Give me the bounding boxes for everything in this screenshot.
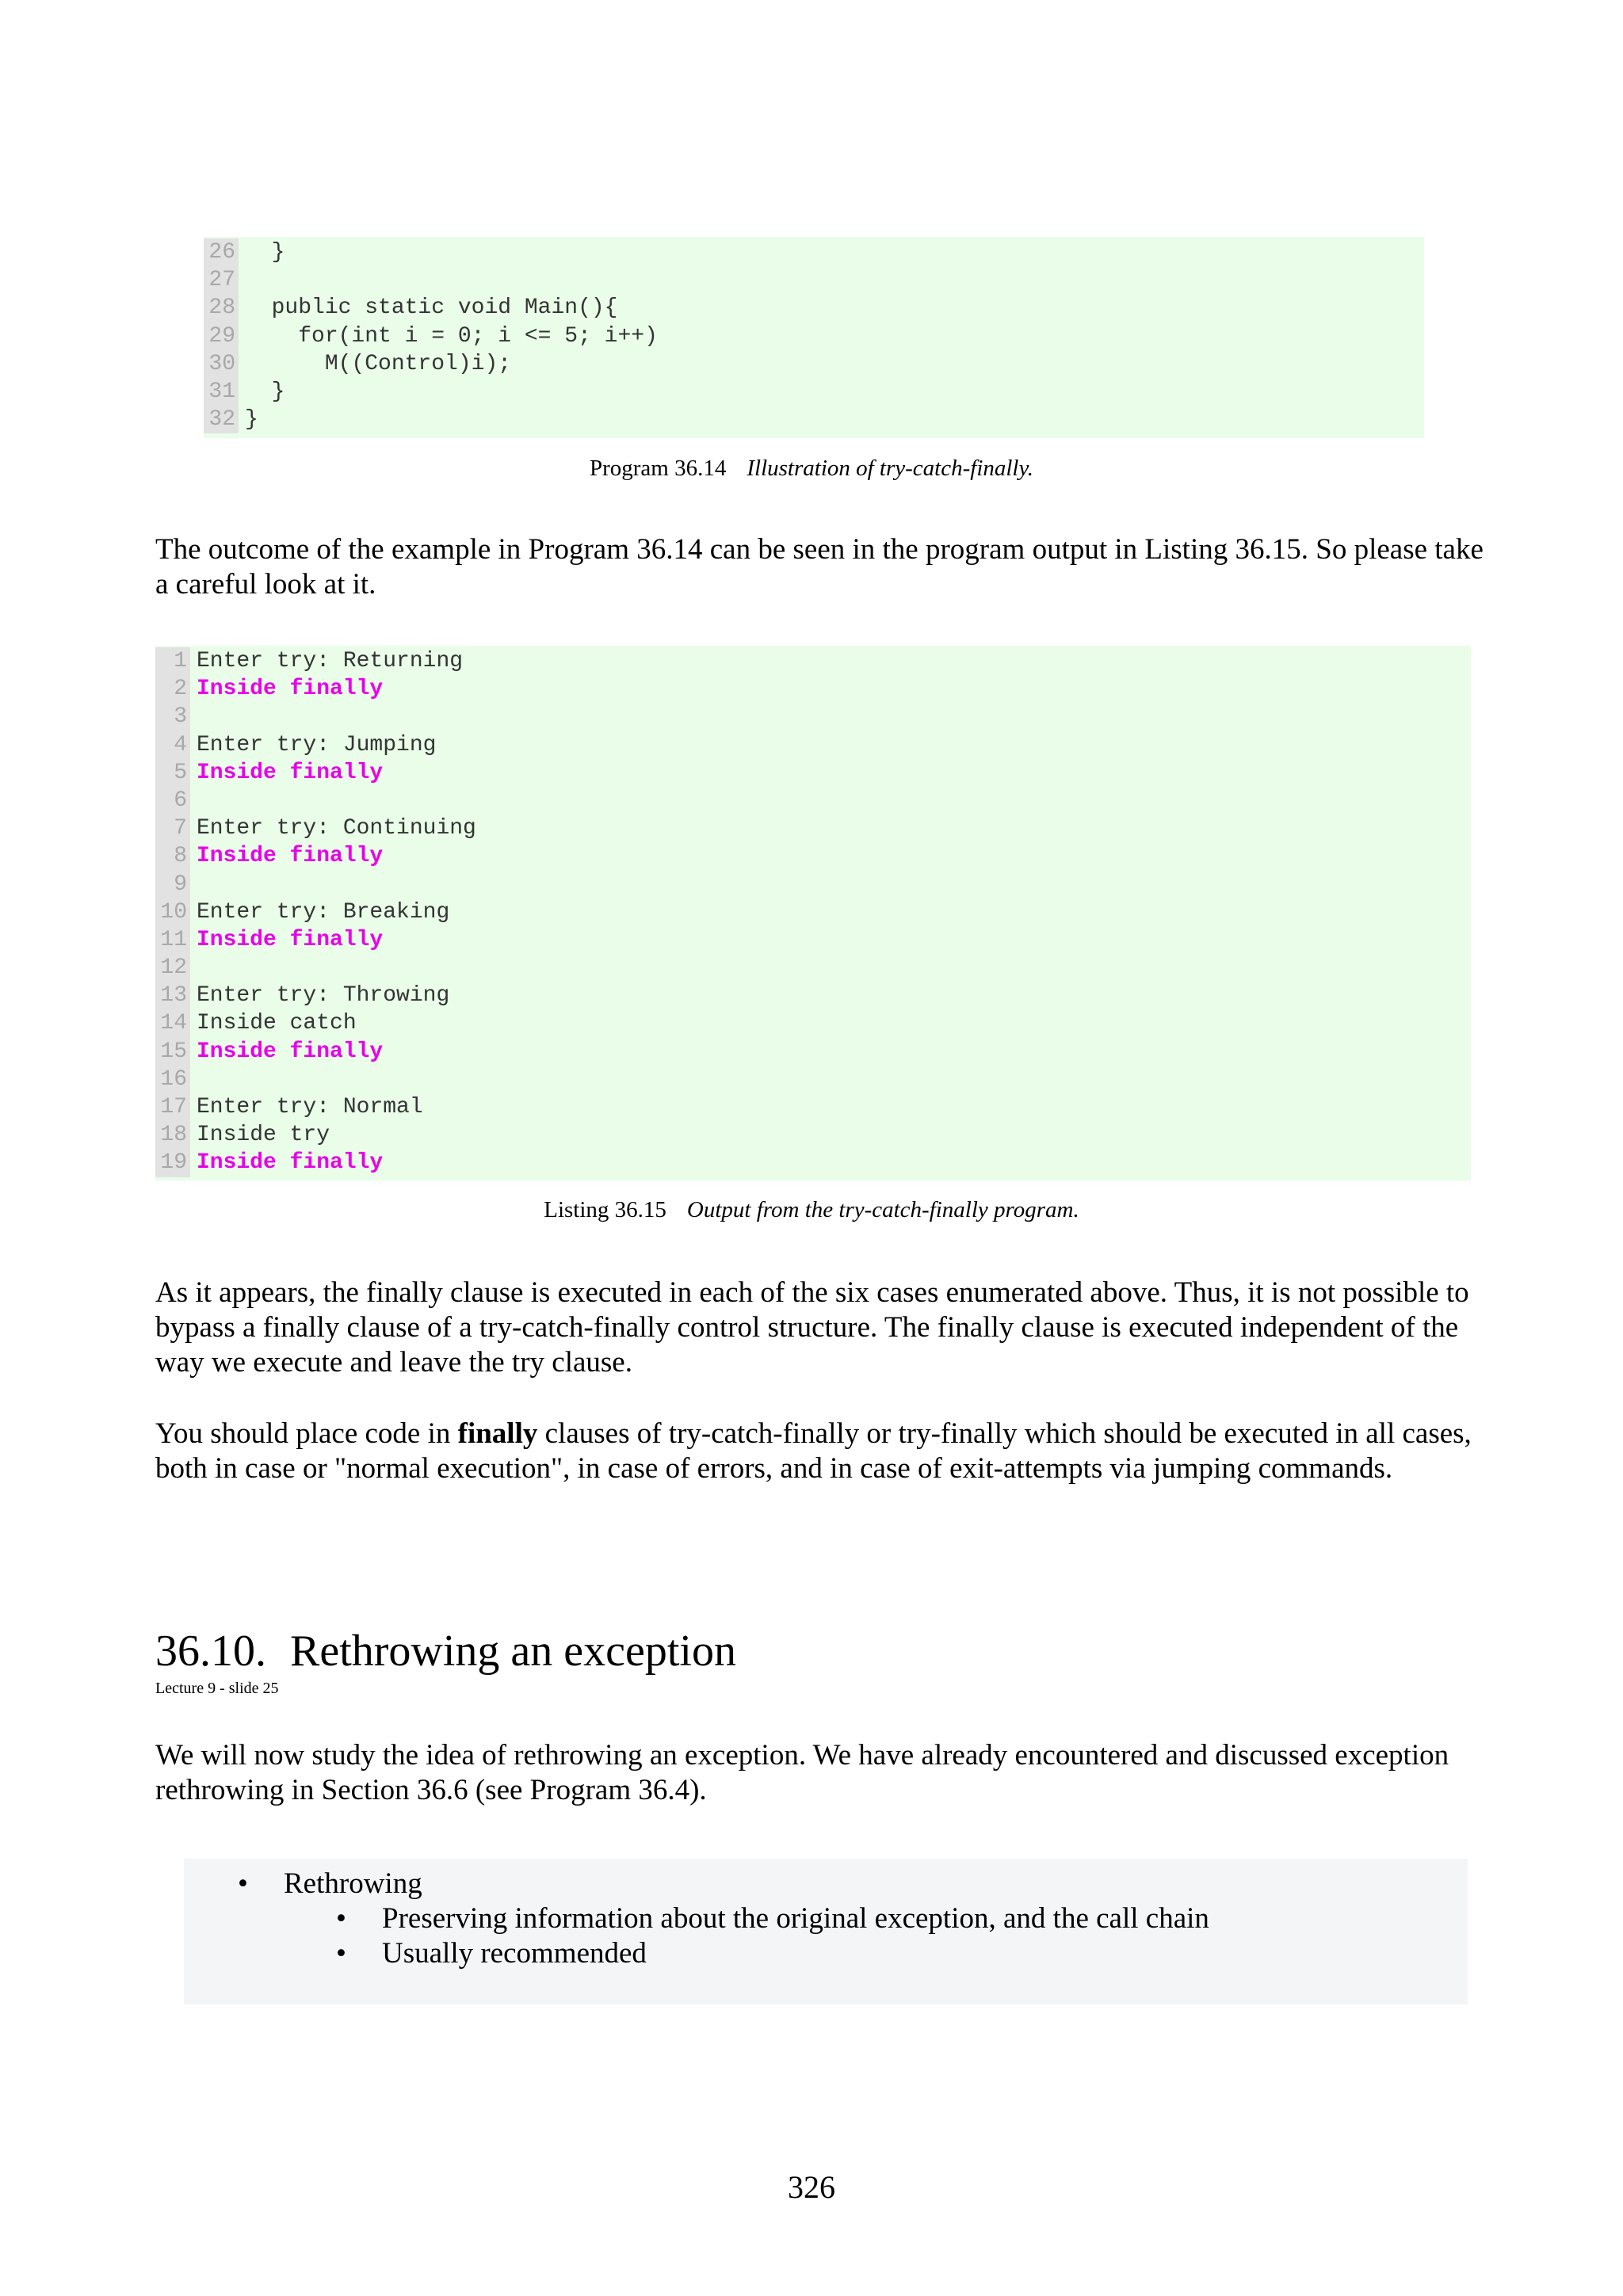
section-heading — [155, 1626, 736, 1676]
page-number: 326 — [788, 2169, 835, 2205]
code-text: public static void Main(){ — [245, 296, 618, 321]
line-number: 9 — [155, 871, 190, 898]
output_listing-line — [155, 954, 1471, 982]
listing-caption — [0, 1196, 1623, 1223]
subbullet-recommended — [336, 1936, 647, 1971]
paragraph-place-code — [155, 1417, 1487, 1486]
code-text: for(int i = 0; i <= 5; i++) — [245, 323, 658, 349]
output_listing-line — [155, 703, 1471, 730]
output_listing-line — [155, 1009, 1471, 1037]
output_listing-line — [155, 898, 1471, 926]
output-listing — [155, 646, 1471, 1180]
subbullet-text: Preserving information about the original exception, and the call chain — [382, 1902, 1209, 1935]
code-text: Enter try: Continuing — [197, 816, 476, 841]
paragraph-rethrowing-intro: We will now study the idea of rethrowing an exception. We have already encountered and discussed exception rethrowing in Section 36.6 (see Program 36.4). — [155, 1739, 1449, 1806]
bullet-dot: • — [336, 1902, 346, 1935]
code-text — [190, 787, 197, 814]
line-number: 8 — [155, 842, 190, 870]
slide-box — [184, 1859, 1468, 2004]
bullet-dot: • — [336, 1937, 346, 1970]
code-text: Enter try: Jumping — [197, 732, 437, 757]
paragraph-place-code-before: You should place code in — [155, 1417, 458, 1450]
output_listing-line — [155, 731, 1471, 759]
output_listing-line — [155, 982, 1471, 1009]
program-listing-lines — [204, 238, 1424, 433]
line-number: 32 — [204, 406, 239, 433]
line-number: 15 — [155, 1038, 190, 1066]
line-number: 4 — [155, 731, 190, 759]
line-number: 29 — [204, 322, 239, 350]
code-text: Inside catch — [197, 1011, 357, 1036]
code-text — [190, 1066, 197, 1093]
program_listing-line — [204, 322, 1424, 350]
program-caption-title: Illustration of try-catch-finally. — [747, 456, 1034, 481]
highlighted-code-text: Inside finally — [197, 844, 384, 869]
output_listing-line — [155, 1093, 1471, 1121]
output_listing-line — [155, 842, 1471, 870]
line-number: 3 — [155, 703, 190, 730]
highlighted-code-text: Inside finally — [197, 927, 384, 952]
code-text: Enter try: Normal — [197, 1095, 423, 1119]
line-number: 12 — [155, 954, 190, 982]
paragraph-place-code-after: clauses of try-catch-finally or try-finally which should be executed in all cases, both in case or "normal execution", in case of errors, and in case of exit-attempts via jumping commands. — [155, 1417, 1472, 1485]
code-text: } — [245, 379, 285, 404]
code-text: Enter try: Breaking — [197, 899, 450, 925]
output_listing-line — [155, 926, 1471, 954]
section-title: Rethrowing an exception — [290, 1627, 736, 1676]
code-text: Enter try: Throwing — [197, 983, 450, 1009]
line-number: 26 — [204, 238, 239, 266]
line-number: 19 — [155, 1149, 190, 1177]
code-text: Inside try — [197, 1123, 330, 1148]
output_listing-line — [155, 787, 1471, 814]
finally-keyword: finally — [457, 1417, 538, 1450]
code-text: } — [245, 240, 285, 265]
listing-caption-title: Output from the try-catch-finally program. — [686, 1197, 1079, 1222]
program-caption-label: Program 36.14 — [589, 456, 727, 481]
output_listing-line — [155, 1038, 1471, 1066]
subbullet-preserving — [336, 1901, 1209, 1936]
output_listing-line — [155, 675, 1471, 703]
program_listing-line — [204, 294, 1424, 322]
line-number: 14 — [155, 1009, 190, 1037]
program_listing-line — [204, 406, 1424, 433]
line-number: 17 — [155, 1093, 190, 1121]
line-number: 5 — [155, 759, 190, 787]
line-number: 2 — [155, 675, 190, 703]
highlighted-code-text: Inside finally — [197, 1039, 384, 1064]
code-text: Enter try: Returning — [197, 649, 464, 673]
line-number: 30 — [204, 350, 239, 378]
code-text — [239, 266, 245, 294]
output_listing-line — [155, 1121, 1471, 1149]
line-number: 18 — [155, 1121, 190, 1149]
highlighted-code-text: Inside finally — [197, 1150, 384, 1176]
output_listing-line — [155, 759, 1471, 787]
bullet-rethrowing — [238, 1867, 422, 1901]
line-number: 6 — [155, 787, 190, 814]
output_listing-line — [155, 1066, 1471, 1093]
program_listing-line — [204, 238, 1424, 266]
program-listing — [204, 237, 1424, 438]
program-caption — [0, 455, 1623, 482]
bullet-text: Rethrowing — [284, 1867, 422, 1900]
line-number: 16 — [155, 1066, 190, 1093]
line-number: 1 — [155, 647, 190, 675]
highlighted-code-text: Inside finally — [197, 677, 384, 702]
line-number: 28 — [204, 294, 239, 322]
paragraph-outcome: The outcome of the example in Program 36.14 can be seen in the program output in Listing 36.15. So please take a careful look at it. — [155, 533, 1484, 601]
subbullet-text: Usually recommended — [382, 1937, 647, 1970]
code-text — [190, 703, 197, 730]
code-text: } — [245, 407, 258, 433]
line-number: 11 — [155, 926, 190, 954]
code-text — [190, 871, 197, 898]
output_listing-line — [155, 1149, 1471, 1177]
program_listing-line — [204, 378, 1424, 406]
output-listing-lines — [155, 647, 1471, 1177]
listing-caption-label: Listing 36.15 — [544, 1197, 666, 1222]
output_listing-line — [155, 814, 1471, 842]
line-number: 31 — [204, 378, 239, 406]
line-number: 13 — [155, 982, 190, 1009]
program_listing-line — [204, 266, 1424, 294]
line-number: 10 — [155, 898, 190, 926]
output_listing-line — [155, 871, 1471, 898]
highlighted-code-text: Inside finally — [197, 760, 384, 785]
line-number: 7 — [155, 814, 190, 842]
code-text: M((Control)i); — [245, 351, 512, 376]
section-number: 36.10. — [155, 1627, 266, 1676]
code-text — [190, 954, 197, 982]
paragraph-finally-executed: As it appears, the finally clause is executed in each of the six cases enumerated above. Thus, it is not possible to bypass a finally clause of a try-catch-finally control structure. The finally clause is executed independent of the way we execute and leave the try clause. — [155, 1276, 1469, 1379]
program_listing-line — [204, 350, 1424, 378]
bullet-dot: • — [238, 1867, 248, 1900]
output_listing-line — [155, 647, 1471, 675]
line-number: 27 — [204, 266, 239, 294]
slide-reference: Lecture 9 - slide 25 — [155, 1680, 279, 1697]
